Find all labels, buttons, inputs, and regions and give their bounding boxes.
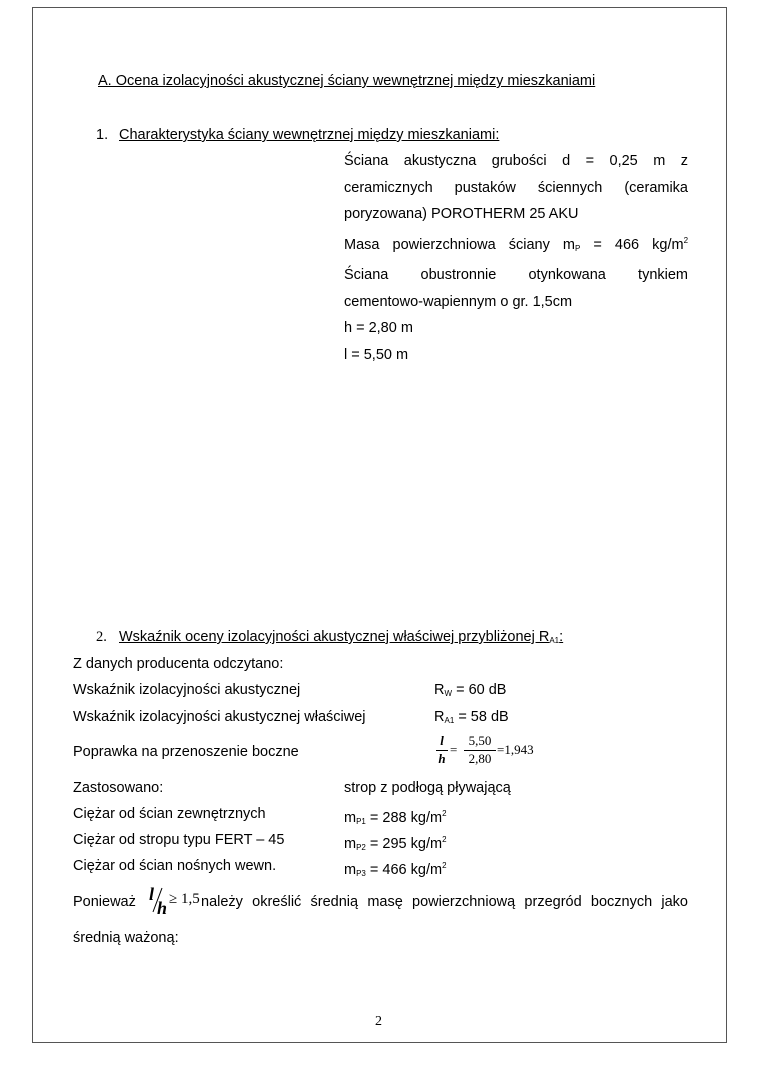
w3-val: = 466 kg/m [369,862,443,878]
section2-title-sub: A1 [549,636,560,645]
ra1-value [434,708,509,730]
because-text-2: średnią ważoną: [73,930,179,946]
applied-label: Zastosowano: [73,780,164,796]
producer-intro: Z danych producenta odczytano: [73,656,284,672]
rw-val: = 60 dB [456,682,507,698]
weight-label-3: Ciężar od ścian nośnych wewn. [73,858,277,874]
document-heading: A. Ocena izolacyjności akustycznej ściany wewnętrznej między mieszkaniami [98,73,596,89]
frac-result [497,742,557,760]
rw-value [434,681,506,703]
because-word: Ponieważ [73,894,136,910]
w2-sym: m [344,836,357,852]
w1-sym: m [344,810,357,826]
weight-value-2 [344,831,447,857]
w1-sup: 2 [442,809,447,818]
page-number: 2 [375,1014,382,1029]
w3-sub: P3 [356,869,366,878]
weight-label-2: Ciężar od stropu typu FERT – 45 [73,832,285,848]
desc-line-3: poryzowana) POROTHERM 25 AKU [344,206,579,222]
w3-sym: m [344,862,357,878]
mass-value: = 466 kg/m [593,236,684,253]
because-h: h [157,898,168,918]
side-transfer-label: Poprawka na przenoszenie boczne [73,744,299,760]
frac-eq-sign: = [450,742,458,757]
mass-line [344,228,688,263]
section2-title [119,628,563,650]
section2-number: 2. [96,629,107,645]
plaster-line-2: cementowo-wapiennym o gr. 1,5cm [344,293,573,310]
weight-value-1 [344,805,447,831]
applied-value: strop z podłogą pływającą [344,780,511,796]
frac-eq [450,742,462,760]
desc-line-2: ceramicznych pustaków ściennych (ceramika [344,179,688,196]
w1-val: = 288 kg/m [369,810,443,826]
w3-sup: 2 [442,861,447,870]
rw-label: Wskaźnik izolacyjności akustycznej [73,682,301,698]
frac-h: h [438,751,446,766]
mass-sub: P [574,243,581,253]
desc-line-1: Ściana akustyczna grubości d = 0,25 m z [344,153,688,169]
ra1-label: Wskaźnik izolacyjności akustycznej właściwej [73,709,366,725]
section2-title-text: Wskaźnik oceny izolacyjności akustycznej właściwej przybliżonej R [119,629,550,645]
weight-label-1: Ciężar od ścian zewnętrznych [73,806,266,822]
mass-sup: 2 [683,235,689,245]
ra1-sub: A1 [444,716,455,725]
weight-value-3 [344,857,447,883]
plaster-line-1: Ściana obustronnie otynkowana tynkiem [344,267,688,283]
w2-sub: P2 [356,843,366,852]
frac-l-over-h [436,733,448,769]
section1-title: Charakterystyka ściany wewnętrznej między mieszkaniami: [119,127,500,143]
because-cond: ≥ 1,5 [169,891,200,907]
frac-550: 5,50 [468,733,492,748]
wall-description [344,148,688,368]
mass-prefix: Masa powierzchniowa ściany m [344,236,575,253]
frac-l: l [440,733,444,748]
ra1-val: = 58 dB [458,709,509,725]
height-value: h = 2,80 m [344,320,413,336]
frac-result-value: =1,943 [497,742,534,757]
frac-values [464,733,496,769]
w1-sub: P1 [356,817,366,826]
because-l: l [149,884,155,904]
rw-sym: R [434,682,445,698]
frac-280: 2,80 [468,751,492,766]
because-text: należy określić średnią masę powierzchniową przegród bocznych jako [201,894,688,910]
rw-sub: W [444,689,453,698]
section2-title-end: : [559,629,564,645]
ra1-sym: R [434,709,445,725]
length-value: l = 5,50 m [344,346,409,363]
w2-val: = 295 kg/m [369,836,443,852]
section1-number: 1. [96,127,109,143]
w2-sup: 2 [442,835,447,844]
